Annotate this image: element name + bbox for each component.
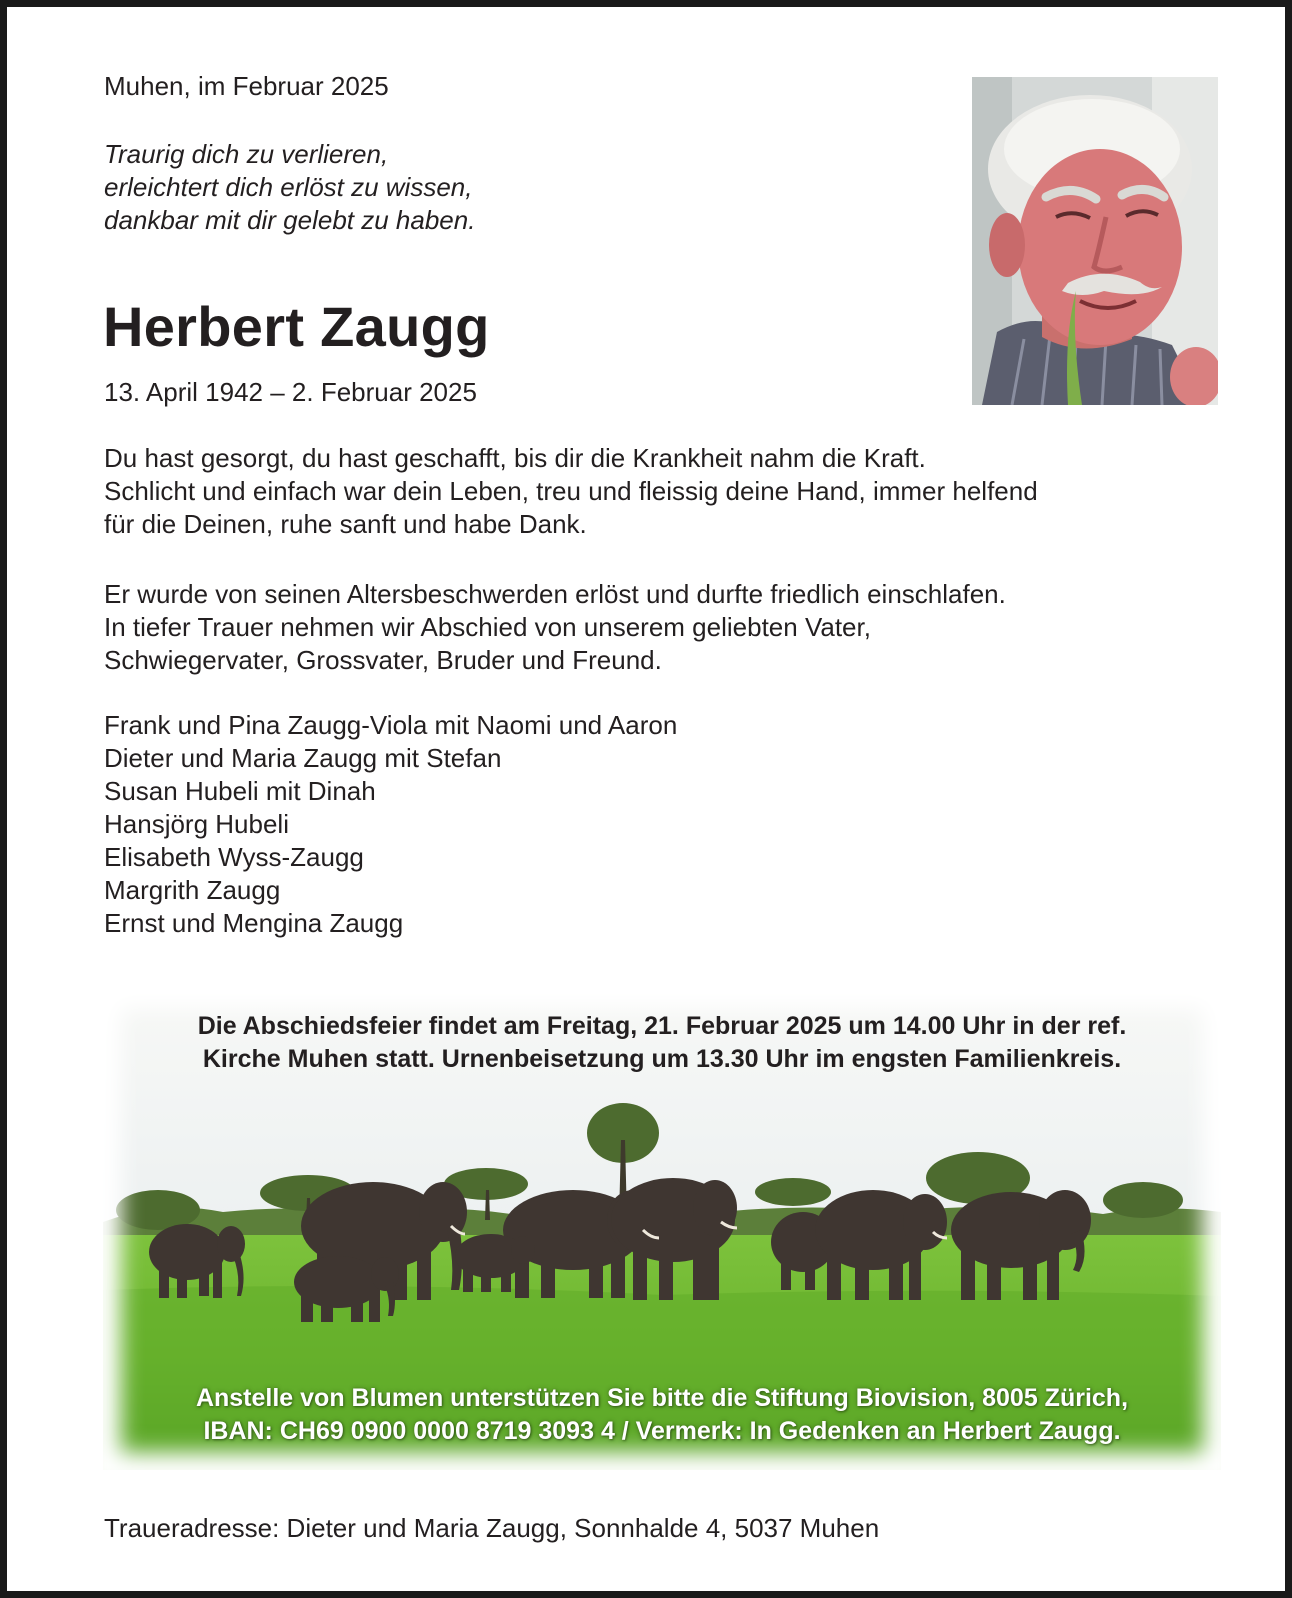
family-list: [104, 709, 677, 940]
tribute-line: Du hast gesorgt, du hast geschafft, bis dir die Krankheit nahm die Kraft.: [104, 443, 926, 473]
family-member: Frank und Pina Zaugg-Viola mit Naomi und Aaron: [104, 710, 678, 740]
elephant-landscape-photo: [103, 990, 1221, 1470]
life-dates: 13. April 1942 – 2. Februar 2025: [104, 377, 477, 407]
family-member: Susan Hubeli mit Dinah: [104, 776, 376, 806]
family-member: Elisabeth Wyss-Zaugg: [104, 842, 364, 872]
family-member: Ernst und Mengina Zaugg: [104, 908, 404, 938]
ceremony-line: Kirche Muhen statt. Urnenbeisetzung um 13.30 Uhr im engsten Familienkreis.: [202, 1045, 1122, 1073]
ceremony-notice: [103, 1010, 1221, 1076]
tribute-line: für die Deinen, ruhe sanft und habe Dank.: [104, 509, 587, 539]
tribute-line: Schlicht und einfach war dein Leben, treu und fleissig deine Hand, immer helfend: [104, 476, 1038, 506]
poem-line: Traurig dich zu verlieren,: [104, 139, 389, 169]
portrait-photo: [972, 77, 1218, 405]
poem-line: erleichtert dich erlöst zu wissen,: [104, 172, 473, 202]
farewell-paragraph: [104, 578, 1006, 677]
ceremony-line: Die Abschiedsfeier findet am Freitag, 21. Februar 2025 um 14.00 Uhr in der ref.: [197, 1012, 1127, 1040]
poem-line: dankbar mit dir gelebt zu haben.: [104, 205, 476, 235]
farewell-line: Schwiegervater, Grossvater, Bruder und Freund.: [104, 645, 662, 675]
poem: [104, 138, 475, 237]
mourning-address: Traueradresse: Dieter und Maria Zaugg, Sonnhalde 4, 5037 Muhen: [104, 1513, 880, 1543]
farewell-line: In tiefer Trauer nehmen wir Abschied von unserem geliebten Vater,: [104, 612, 871, 642]
deceased-name: Herbert Zaugg: [103, 295, 490, 358]
family-member: Margrith Zaugg: [104, 875, 281, 905]
tribute-paragraph: [104, 442, 1038, 541]
donation-line: Anstelle von Blumen unterstützen Sie bitte die Stiftung Biovision, 8005 Zürich,: [195, 1384, 1129, 1412]
donation-line: IBAN: CH69 0900 0000 8719 3093 4 / Vermerk: In Gedenken an Herbert Zaugg.: [203, 1417, 1121, 1445]
donation-notice: [103, 1382, 1221, 1448]
family-member: Hansjörg Hubeli: [104, 809, 289, 839]
farewell-line: Er wurde von seinen Altersbeschwerden erlöst und durfte friedlich einschlafen.: [104, 579, 1006, 609]
family-member: Dieter und Maria Zaugg mit Stefan: [104, 743, 502, 773]
place-date: Muhen, im Februar 2025: [104, 71, 389, 101]
